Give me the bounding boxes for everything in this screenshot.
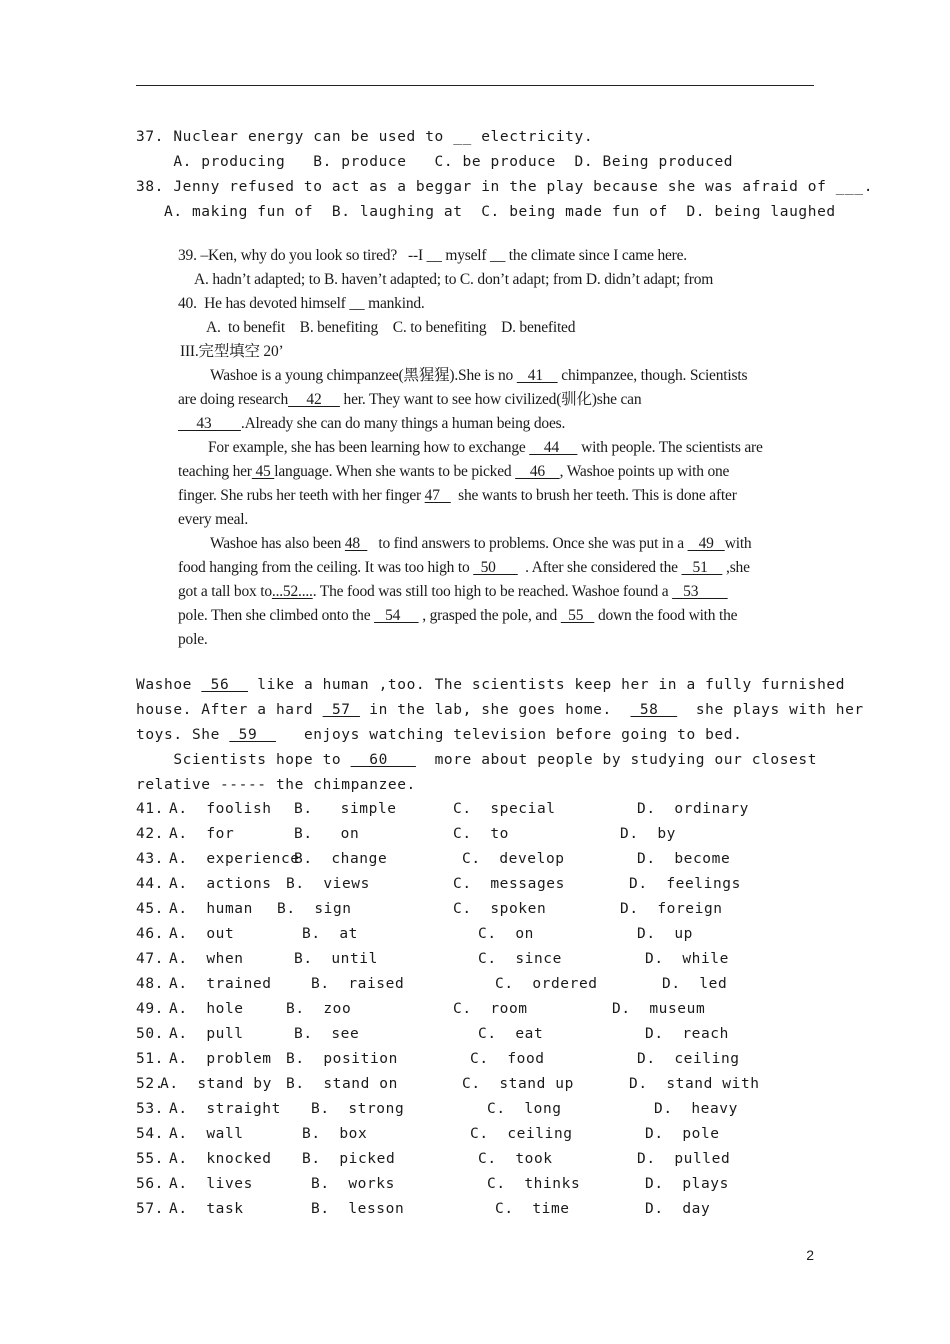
blank-51: 51 [681,559,723,576]
page-number: 2 [806,1247,814,1263]
option-d: D. plays [645,1176,729,1192]
option-d: D. up [637,926,693,942]
option-b: B. picked [302,1151,396,1167]
option-b: B. at [302,926,358,942]
option-a: A. straight [169,1101,281,1117]
option-c: C. ordered [495,976,598,992]
option-b: B. position [286,1051,398,1067]
option-c: C. messages [453,876,565,892]
option-d: D. museum [612,1001,706,1017]
option-d: D. ceiling [637,1051,740,1067]
option-number: 45. [136,901,164,917]
option-d: D. foreign [620,901,723,917]
option-number: 51. [136,1051,164,1067]
option-a: A. problem [169,1051,272,1067]
option-b: B. change [294,851,388,867]
question-38: 38. Jenny refused to act as a beggar in the play because she was afraid of ___. [136,179,874,195]
option-c: C. long [487,1101,562,1117]
header-rule [136,85,814,86]
blank-42: 42 [288,391,340,408]
blank-55: 55 [560,607,595,624]
option-a: A. trained [169,976,272,992]
option-b: B. until [294,951,378,967]
passage-line: food hanging from the ceiling. It was too high to 50 . After she considered the 51 ,she [178,559,750,576]
option-b: B. views [286,876,370,892]
option-c: C. since [478,951,562,967]
option-c: C. to [453,826,509,842]
option-c: C. room [453,1001,528,1017]
passage-line: 43 .Already she can do many things a human being does. [178,415,566,432]
passage-line: every meal. [178,511,249,528]
option-b: B. simple [294,801,397,817]
option-a: A. out [169,926,235,942]
option-a: A. foolish [169,801,272,817]
passage-line: Washoe has also been 48 to find answers to problems. Once she was put in a 49 with [210,535,752,552]
option-number: 52. [136,1076,164,1092]
option-b: B. sign [277,901,352,917]
option-number: 41. [136,801,164,817]
passage-line: teaching her 45 language. When she wants to be picked 46 , Washoe points up with one [178,463,730,480]
passage-line: pole. [178,631,208,648]
option-number: 54. [136,1126,164,1142]
blank-49: 49 [687,535,725,552]
option-d: D. stand with [629,1076,760,1092]
option-c: C. food [470,1051,545,1067]
option-a: A. when [169,951,244,967]
blank-48: 48 [344,535,368,552]
option-d: D. pole [645,1126,720,1142]
option-number: 55. [136,1151,164,1167]
passage-line: toys. She 59 enjoys watching television before going to bed. [136,727,743,743]
option-number: 53. [136,1101,164,1117]
blank-45: 45 [251,463,275,480]
passage-line: got a tall box to...52..... The food was still too high to be reached. Washoe found a 53 [178,583,728,600]
option-a: A. for [169,826,235,842]
blank-41: 41 [516,367,558,384]
option-c: C. time [495,1201,570,1217]
option-a: A. human [169,901,253,917]
option-b: B. zoo [286,1001,352,1017]
option-number: 49. [136,1001,164,1017]
blank-50: 50 [473,559,518,576]
option-a: A. knocked [169,1151,272,1167]
passage-line: For example, she has been learning how to exchange 44 with people. The scientists are [208,439,763,456]
question-37: 37. Nuclear energy can be used to __ electricity. [136,129,594,145]
option-d: D. become [637,851,731,867]
option-b: B. lesson [311,1201,405,1217]
option-c: C. on [478,926,534,942]
option-a: A. experience [169,851,300,867]
option-d: D. reach [645,1026,729,1042]
blank-54: 54 [374,607,419,624]
option-d: D. feelings [629,876,741,892]
question-39-options: A. hadn’t adapted; to B. haven’t adapted; to C. don’t adapt; from D. didn’t adapt; from [194,271,714,288]
option-c: C. spoken [453,901,547,917]
passage-line: Washoe 56 like a human ,too. The scientists keep her in a fully furnished [136,677,846,693]
option-a: A. hole [169,1001,244,1017]
blank-60: 60 [350,752,416,768]
option-number: 46. [136,926,164,942]
option-number: 57. [136,1201,164,1217]
option-number: 56. [136,1176,164,1192]
blank-58: 58 [630,702,678,718]
option-b: B. box [302,1126,368,1142]
question-40: 40. He has devoted himself __ mankind. [178,295,425,312]
option-d: D. while [645,951,729,967]
option-d: D. heavy [654,1101,738,1117]
option-b: B. strong [311,1101,405,1117]
option-number: 48. [136,976,164,992]
option-d: D. day [645,1201,711,1217]
option-b: B. stand on [286,1076,398,1092]
option-d: D. pulled [637,1151,731,1167]
option-d: D. led [662,976,728,992]
passage-line: relative ----- the chimpanzee. [136,777,416,793]
option-c: C. thinks [487,1176,581,1192]
passage-line: pole. Then she climbed onto the 54 , grasped the pole, and 55 down the food with the [178,607,738,624]
option-a: A. stand by [160,1076,272,1092]
blank-46: 46 [515,463,560,480]
option-c: C. eat [478,1026,544,1042]
blank-43: 43 [178,415,241,432]
option-number: 42. [136,826,164,842]
option-b: B. works [311,1176,395,1192]
question-38-options: A. making fun of B. laughing at C. being made fun of D. being laughed [136,204,836,220]
option-a: A. actions [169,876,272,892]
option-c: C. special [453,801,556,817]
section-heading: III.完型填空 20’ [180,343,284,360]
blank-59: 59 [229,727,276,743]
passage-line: Washoe is a young chimpanzee(黑猩猩).She is no 41 chimpanzee, though. Scientists [210,367,748,384]
passage-line: house. After a hard 57 in the lab, she goes home. 58 she plays with her [136,702,864,718]
option-number: 50. [136,1026,164,1042]
option-a: A. wall [169,1126,244,1142]
option-a: A. task [169,1201,244,1217]
option-d: D. by [620,826,676,842]
passage-line: are doing research 42 her. They want to see how civilized(驯化)she can [178,391,642,408]
blank-53: 53 [672,583,728,600]
blank-52: ...52.... [271,583,313,600]
question-40-options: A. to benefit B. benefiting C. to benefiting D. benefited [206,319,576,336]
blank-57: 57 [322,702,360,718]
passage-line: Scientists hope to 60 more about people by studying our closest [136,752,818,768]
option-d: D. ordinary [637,801,749,817]
option-c: C. ceiling [470,1126,573,1142]
option-number: 44. [136,876,164,892]
question-39: 39. –Ken, why do you look so tired? --I __ myself __ the climate since I came here. [178,247,687,264]
question-37-options: A. producing B. produce C. be produce D. Being produced [136,154,734,170]
option-c: C. took [478,1151,553,1167]
option-a: A. lives [169,1176,253,1192]
blank-47: 47 [424,487,451,504]
option-number: 47. [136,951,164,967]
blank-44: 44 [529,439,578,456]
blank-56: 56 [201,677,248,693]
option-b: B. raised [311,976,405,992]
option-a: A. pull [169,1026,244,1042]
option-c: C. stand up [462,1076,574,1092]
passage-line: finger. She rubs her teeth with her finger 47 she wants to brush her teeth. This is done after [178,487,737,504]
option-number: 43. [136,851,164,867]
option-b: B. see [294,1026,360,1042]
option-c: C. develop [462,851,565,867]
option-b: B. on [294,826,360,842]
